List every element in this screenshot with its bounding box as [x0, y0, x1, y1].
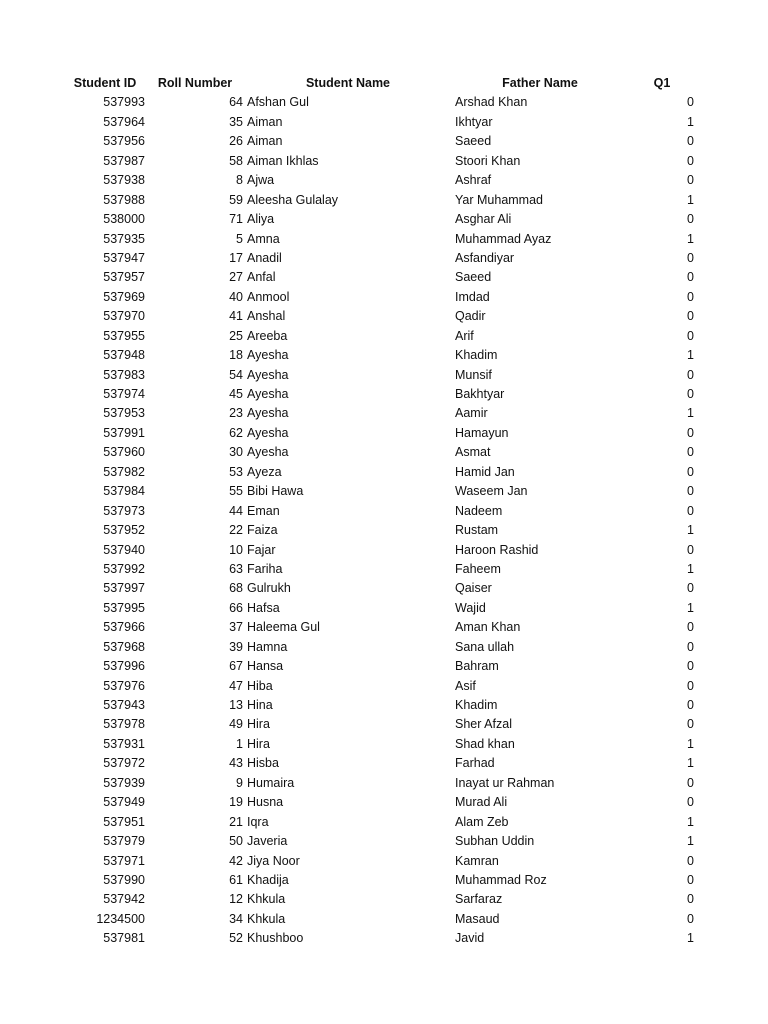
- father-name-cell: Masaud: [455, 911, 500, 926]
- table-row: [0, 346, 768, 365]
- student-name-cell: Hisba: [247, 756, 279, 771]
- q1-cell: 0: [687, 134, 694, 149]
- q1-cell: 0: [687, 464, 694, 479]
- student-id-cell: 537966: [103, 620, 145, 635]
- student-name-cell: Hira: [247, 736, 270, 751]
- father-name-cell: Nadeem: [455, 503, 503, 518]
- father-name-cell: Haroon Rashid: [455, 542, 539, 557]
- roll-number-cell: 17: [229, 250, 243, 265]
- father-name-cell: Rustam: [455, 523, 499, 538]
- student-name-cell: Fariha: [247, 561, 283, 576]
- student-name-cell: Jiya Noor: [247, 853, 300, 868]
- table-row: [0, 599, 768, 618]
- table-row: [0, 502, 768, 521]
- student-name-cell: Ayesha: [247, 348, 289, 363]
- student-name-cell: Bibi Hawa: [247, 484, 304, 499]
- student-id-cell: 537938: [103, 173, 145, 188]
- student-name-cell: Aiman: [247, 114, 283, 129]
- student-name-cell: Hafsa: [247, 600, 280, 615]
- student-name-cell: Areeba: [247, 328, 288, 343]
- student-name-cell: Khkula: [247, 911, 286, 926]
- q1-cell: 1: [687, 561, 694, 576]
- q1-cell: 0: [687, 328, 694, 343]
- table-row: [0, 541, 768, 560]
- table-row: [0, 268, 768, 287]
- father-name-cell: Bakhtyar: [455, 387, 505, 401]
- q1-cell: 0: [687, 367, 694, 382]
- student-id-cell: 537996: [103, 659, 145, 674]
- roll-number-cell: 35: [229, 114, 243, 129]
- roll-number-cell: 66: [229, 600, 243, 615]
- table-row: [0, 152, 768, 171]
- q1-cell: 1: [687, 348, 694, 363]
- table-row: [0, 404, 768, 423]
- table-row: [0, 443, 768, 462]
- student-name-cell: Afshan Gul: [247, 95, 309, 110]
- student-name-cell: Ayeza: [247, 464, 282, 479]
- student-id-cell: 537951: [103, 814, 145, 829]
- q1-cell: 0: [687, 250, 694, 265]
- header-student-id: Student ID: [73, 76, 137, 90]
- q1-cell: 0: [687, 153, 694, 168]
- student-id-cell: 537983: [103, 367, 145, 382]
- q1-cell: 1: [687, 756, 694, 771]
- roll-number-cell: 26: [229, 134, 243, 149]
- table-row: [0, 793, 768, 812]
- student-name-cell: Anfal: [247, 270, 276, 285]
- father-name-cell: Subhan Uddin: [455, 834, 535, 849]
- roll-number-cell: 50: [229, 834, 243, 849]
- student-id-cell: 537953: [103, 406, 145, 421]
- student-name-cell: Ayesha: [247, 387, 289, 401]
- roll-number-cell: 34: [229, 911, 243, 926]
- table-row: [0, 230, 768, 249]
- table-row: [0, 463, 768, 482]
- table-row: [0, 191, 768, 210]
- roll-number-cell: 8: [236, 173, 243, 188]
- roll-number-cell: 23: [229, 406, 243, 421]
- header-father-name: Father Name: [502, 76, 578, 90]
- father-name-cell: Sher Afzal: [455, 717, 512, 732]
- q1-cell: 0: [687, 872, 694, 887]
- q1-cell: 1: [687, 600, 694, 615]
- student-id-cell: 537995: [103, 600, 145, 615]
- q1-cell: 1: [687, 814, 694, 829]
- table-row: [0, 657, 768, 676]
- father-name-cell: Arshad Khan: [455, 95, 528, 110]
- father-name-cell: Muhammad Ayaz: [455, 231, 552, 246]
- student-name-cell: Husna: [247, 795, 284, 810]
- roll-number-cell: 53: [229, 464, 243, 479]
- student-name-cell: Faiza: [247, 523, 278, 538]
- table-row: [0, 774, 768, 793]
- father-name-cell: Asghar Ali: [455, 212, 512, 227]
- table-row: [0, 560, 768, 579]
- q1-cell: 0: [687, 717, 694, 732]
- father-name-cell: Hamayun: [455, 425, 509, 440]
- student-name-cell: Khkula: [247, 892, 286, 907]
- student-id-cell: 537956: [103, 134, 145, 149]
- student-name-cell: Fajar: [247, 542, 276, 557]
- table-row: [0, 93, 768, 112]
- student-id-cell: 537939: [103, 775, 145, 790]
- table-row: [0, 754, 768, 773]
- student-id-cell: 537968: [103, 639, 145, 654]
- table-row: [0, 715, 768, 734]
- father-name-cell: Hamid Jan: [455, 464, 515, 479]
- q1-cell: 0: [687, 309, 694, 324]
- table-row: [0, 813, 768, 832]
- student-id-cell: 537979: [103, 834, 145, 849]
- table-row: [0, 424, 768, 443]
- father-name-cell: Waseem Jan: [455, 484, 528, 499]
- father-name-cell: Qaiser: [455, 581, 492, 596]
- roll-number-cell: 59: [229, 192, 243, 207]
- q1-cell: 1: [687, 834, 694, 849]
- q1-cell: 0: [687, 639, 694, 654]
- table-row: [0, 890, 768, 909]
- q1-cell: 0: [687, 95, 694, 110]
- table-row: [0, 171, 768, 190]
- q1-cell: 0: [687, 212, 694, 227]
- table-row: [0, 113, 768, 132]
- table-row: [0, 482, 768, 501]
- roll-number-cell: 27: [229, 270, 243, 285]
- student-name-cell: Iqra: [247, 814, 269, 829]
- roll-number-cell: 19: [229, 795, 243, 810]
- father-name-cell: Asfandiyar: [455, 250, 515, 265]
- table-row: [0, 366, 768, 385]
- student-name-cell: Eman: [247, 503, 280, 518]
- student-id-cell: 537976: [103, 678, 145, 693]
- father-name-cell: Murad Ali: [455, 795, 508, 810]
- student-id-cell: 537957: [103, 270, 145, 285]
- father-name-cell: Alam Zeb: [455, 814, 509, 829]
- student-id-cell: 537964: [103, 114, 145, 129]
- roll-number-cell: 58: [229, 153, 243, 168]
- father-name-cell: Ashraf: [455, 173, 492, 188]
- roll-number-cell: 67: [229, 659, 243, 674]
- father-name-cell: Faheem: [455, 561, 501, 576]
- roll-number-cell: 1: [236, 736, 243, 751]
- student-name-cell: Aiman Ikhlas: [247, 153, 319, 168]
- roll-number-cell: 12: [229, 892, 243, 907]
- student-id-cell: 537988: [103, 192, 145, 207]
- table-row: [0, 249, 768, 268]
- q1-cell: 0: [687, 581, 694, 596]
- student-id-cell: 537987: [103, 153, 145, 168]
- father-name-cell: Farhad: [455, 756, 495, 771]
- table-row: [0, 579, 768, 598]
- father-name-cell: Munsif: [455, 367, 492, 382]
- student-id-cell: 537955: [103, 328, 145, 343]
- father-name-cell: Stoori Khan: [455, 153, 521, 168]
- student-id-cell: 537947: [103, 250, 145, 265]
- table-row: [0, 618, 768, 637]
- student-name-cell: Ayesha: [247, 406, 289, 421]
- roll-number-cell: 22: [229, 523, 243, 538]
- q1-cell: 0: [687, 795, 694, 810]
- student-name-cell: Ayesha: [247, 445, 289, 460]
- father-name-cell: Saeed: [455, 134, 492, 149]
- roll-number-cell: 44: [229, 503, 243, 518]
- father-name-cell: Khadim: [455, 698, 498, 712]
- student-name-cell: Aliya: [247, 212, 275, 227]
- student-id-cell: 537982: [103, 464, 145, 479]
- father-name-cell: Aamir: [455, 406, 488, 421]
- header-q1: Q1: [653, 76, 671, 90]
- student-id-cell: 537940: [103, 542, 145, 557]
- father-name-cell: Asmat: [455, 445, 491, 460]
- q1-cell: 0: [687, 484, 694, 499]
- q1-cell: 1: [687, 114, 694, 129]
- student-id-cell: 537935: [103, 231, 145, 246]
- student-id-cell: 537973: [103, 503, 145, 518]
- student-name-cell: Hina: [247, 698, 273, 712]
- student-id-cell: 537942: [103, 892, 145, 907]
- student-id-cell: 537978: [103, 717, 145, 732]
- roll-number-cell: 39: [229, 639, 243, 654]
- q1-cell: 0: [687, 659, 694, 674]
- student-id-cell: 537931: [103, 736, 145, 751]
- student-name-cell: Khushboo: [247, 931, 304, 946]
- roll-number-cell: 45: [229, 387, 243, 401]
- father-name-cell: Asif: [455, 678, 476, 693]
- table-row: [0, 696, 768, 715]
- roll-number-cell: 13: [229, 698, 243, 712]
- roll-number-cell: 62: [229, 425, 243, 440]
- student-id-cell: 537974: [103, 387, 145, 401]
- q1-cell: 0: [687, 678, 694, 693]
- student-id-cell: 537981: [103, 931, 145, 946]
- father-name-cell: Arif: [455, 328, 474, 343]
- student-id-cell: 537971: [103, 853, 145, 868]
- header-roll-number: Roll Number: [157, 76, 233, 90]
- student-name-cell: Haleema Gul: [247, 620, 320, 635]
- student-id-cell: 537970: [103, 309, 145, 324]
- student-id-cell: 537997: [103, 581, 145, 596]
- father-name-cell: Wajid: [455, 600, 486, 615]
- q1-cell: 0: [687, 173, 694, 188]
- table-row: [0, 852, 768, 871]
- student-id-cell: 537992: [103, 561, 145, 576]
- roll-number-cell: 18: [229, 348, 243, 363]
- student-id-cell: 537972: [103, 756, 145, 771]
- roll-number-cell: 49: [229, 717, 243, 732]
- student-name-cell: Humaira: [247, 775, 295, 790]
- table-header-row: [0, 74, 768, 93]
- student-id-cell: 537984: [103, 484, 145, 499]
- roll-number-cell: 5: [236, 231, 243, 246]
- table-row: [0, 521, 768, 540]
- student-name-cell: Ajwa: [247, 173, 275, 188]
- q1-cell: 0: [687, 775, 694, 790]
- q1-cell: 1: [687, 231, 694, 246]
- q1-cell: 0: [687, 503, 694, 518]
- student-name-cell: Ayesha: [247, 367, 289, 382]
- roll-number-cell: 47: [229, 678, 243, 693]
- q1-cell: 1: [687, 736, 694, 751]
- student-id-cell: 537948: [103, 348, 145, 363]
- student-id-cell: 537952: [103, 523, 145, 538]
- q1-cell: 1: [687, 931, 694, 946]
- student-name-cell: Javeria: [247, 834, 288, 849]
- q1-cell: 1: [687, 192, 694, 207]
- father-name-cell: Sana ullah: [455, 639, 515, 654]
- student-id-cell: 1234500: [96, 911, 145, 926]
- roll-number-cell: 25: [229, 328, 243, 343]
- roll-number-cell: 21: [229, 814, 243, 829]
- student-name-cell: Anshal: [247, 309, 286, 324]
- student-id-cell: 537990: [103, 872, 145, 887]
- q1-cell: 1: [687, 523, 694, 538]
- student-name-cell: Aiman: [247, 134, 283, 149]
- father-name-cell: Muhammad Roz: [455, 872, 547, 887]
- q1-cell: 0: [687, 425, 694, 440]
- table-row: [0, 132, 768, 151]
- student-name-cell: Khadija: [247, 872, 289, 887]
- roll-number-cell: 10: [229, 542, 243, 557]
- table-row: [0, 307, 768, 326]
- father-name-cell: Saeed: [455, 270, 492, 285]
- father-name-cell: Qadir: [455, 309, 486, 324]
- q1-cell: 0: [687, 270, 694, 285]
- father-name-cell: Javid: [455, 931, 485, 946]
- q1-cell: 0: [687, 445, 694, 460]
- student-name-cell: Hiba: [247, 678, 273, 693]
- roll-number-cell: 37: [229, 620, 243, 635]
- father-name-cell: Bahram: [455, 659, 499, 674]
- father-name-cell: Yar Muhammad: [455, 192, 543, 207]
- table-row: [0, 385, 768, 404]
- table-row: [0, 638, 768, 657]
- student-table: [0, 74, 768, 949]
- father-name-cell: Sarfaraz: [455, 892, 503, 907]
- roll-number-cell: 55: [229, 484, 243, 499]
- roll-number-cell: 63: [229, 561, 243, 576]
- table-row: [0, 735, 768, 754]
- table-row: [0, 677, 768, 696]
- father-name-cell: Inayat ur Rahman: [455, 775, 555, 790]
- father-name-cell: Imdad: [455, 289, 490, 304]
- q1-cell: 0: [687, 542, 694, 557]
- student-name-cell: Anadil: [247, 250, 282, 265]
- father-name-cell: Shad khan: [455, 736, 515, 751]
- student-id-cell: 537960: [103, 445, 145, 460]
- q1-cell: 0: [687, 892, 694, 907]
- table-row: [0, 910, 768, 929]
- roll-number-cell: 42: [229, 853, 243, 868]
- father-name-cell: Ikhtyar: [455, 114, 493, 129]
- roll-number-cell: 68: [229, 581, 243, 596]
- q1-cell: 0: [687, 387, 694, 401]
- student-id-cell: 537943: [103, 698, 145, 712]
- q1-cell: 0: [687, 911, 694, 926]
- q1-cell: 1: [687, 406, 694, 421]
- student-id-cell: 537969: [103, 289, 145, 304]
- student-id-cell: 537993: [103, 95, 145, 110]
- roll-number-cell: 64: [229, 95, 243, 110]
- student-name-cell: Hira: [247, 717, 270, 732]
- q1-cell: 0: [687, 289, 694, 304]
- student-id-cell: 537991: [103, 425, 145, 440]
- q1-cell: 0: [687, 853, 694, 868]
- roll-number-cell: 43: [229, 756, 243, 771]
- roll-number-cell: 41: [229, 309, 243, 324]
- student-name-cell: Gulrukh: [247, 581, 291, 596]
- roll-number-cell: 61: [229, 872, 243, 887]
- father-name-cell: Khadim: [455, 348, 498, 363]
- student-id-cell: 538000: [103, 212, 145, 227]
- roll-number-cell: 71: [229, 212, 243, 227]
- table-row: [0, 210, 768, 229]
- table-row: [0, 327, 768, 346]
- student-name-cell: Amna: [247, 231, 280, 246]
- table-row: [0, 832, 768, 851]
- roll-number-cell: 40: [229, 289, 243, 304]
- student-name-cell: Anmool: [247, 289, 290, 304]
- table-row: [0, 871, 768, 890]
- student-id-cell: 537949: [103, 795, 145, 810]
- father-name-cell: Kamran: [455, 853, 499, 868]
- header-student-name: Student Name: [305, 76, 391, 90]
- table-row: [0, 288, 768, 307]
- table-body: [0, 93, 768, 948]
- student-name-cell: Aleesha Gulalay: [247, 192, 339, 207]
- roll-number-cell: 30: [229, 445, 243, 460]
- roll-number-cell: 52: [229, 931, 243, 946]
- table-row: [0, 929, 768, 948]
- roll-number-cell: 9: [236, 775, 243, 790]
- q1-cell: 0: [687, 620, 694, 635]
- student-name-cell: Hamna: [247, 639, 288, 654]
- q1-cell: 0: [687, 698, 694, 712]
- student-name-cell: Ayesha: [247, 425, 289, 440]
- father-name-cell: Aman Khan: [455, 620, 521, 635]
- student-name-cell: Hansa: [247, 659, 284, 674]
- roll-number-cell: 54: [229, 367, 243, 382]
